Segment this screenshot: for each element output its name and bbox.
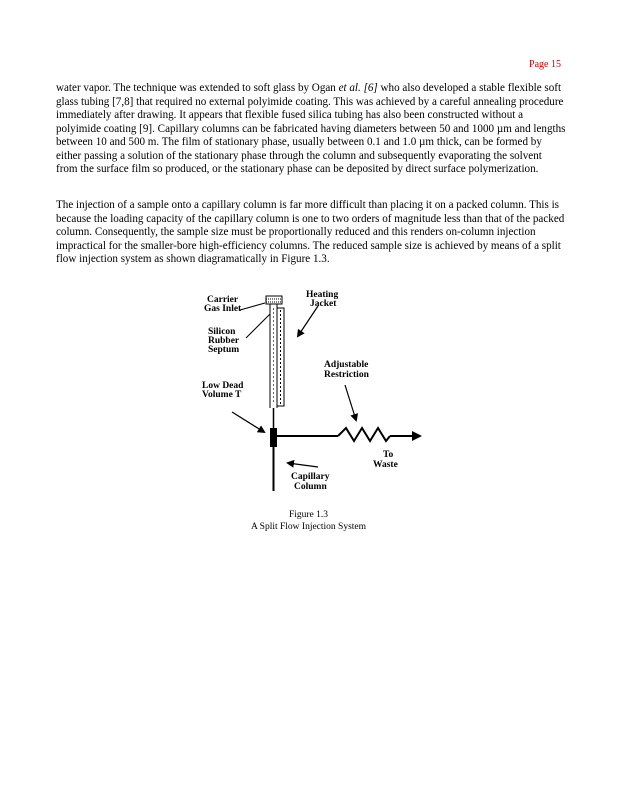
paragraph1-text-b: who also developed a stable flexible soft glass tubing [7,8] that required no external polyimide coating. This was achieved by a careful annealing procedure immediately after drawing. It appears that flexible fused silica tubing has also been constructed without a polyimide coating [9]. Capillary columns can be fabricated having diameters between 50 and 1000 µm and lengths between 10 and 500 m. The film of stationary phase, usually between 0.1 and 1.0 µm thick, can be formed by either passing a solution of the stationary phase through the column and subsequently evaporating the solvent from the surface film so produced, or the stationary phase can be deposited by direct surface polymerization. <box>56 82 566 175</box>
paragraph-sample-injection: The injection of a sample onto a capillary column is far more difficult than placing it on a packed column. This is because the loading capacity of the capillary column is one to two orders of magnitude less than that of the packed column. Consequently, the sample size must be proportionally reduced and this renders on-column injection impractical for the smaller-bore high-efficiency columns. The reduced sample size is achieved by means of a split flow injection system as shown diagramatically in Figure 1.3. <box>56 199 565 265</box>
paragraph-capillary-fabrication <box>56 82 566 177</box>
label-capillary-column-2: Column <box>294 482 327 492</box>
label-heating-jacket-2: Jacket <box>310 299 337 309</box>
label-adjustable-restriction-2: Restriction <box>324 370 369 380</box>
label-low-dead-volume-1: Low Dead <box>202 381 244 391</box>
figure-label: Figure 1.3 <box>288 510 329 520</box>
split-flow-line <box>277 428 422 441</box>
label-capillary-column-1: Capillary <box>291 472 330 482</box>
low-dead-volume-t <box>270 428 277 447</box>
label-to-waste-1: To <box>383 450 394 460</box>
label-heating-jacket-1: Heating <box>306 290 339 300</box>
label-low-dead-volume-2: Volume T <box>202 390 242 400</box>
label-silicon-septum-1: Silicon <box>208 327 236 337</box>
label-carrier-gas-inlet-1: Carrier <box>207 295 239 305</box>
label-carrier-gas-inlet-2: Gas Inlet <box>204 304 242 314</box>
paragraph1-citation: et al. [6] <box>338 82 378 94</box>
paragraph1-text-a: water vapor. The technique was extended to soft glass by Ogan <box>56 82 339 94</box>
pointer-lines <box>232 303 356 467</box>
label-to-waste-2: Waste <box>373 460 398 470</box>
page-number: Page 15 <box>529 59 561 70</box>
label-adjustable-restriction-1: Adjustable <box>324 360 369 370</box>
septum-cap <box>266 296 282 304</box>
heating-jacket <box>274 308 285 406</box>
label-silicon-septum-2: Rubber <box>208 336 240 346</box>
split-flow-diagram <box>190 286 430 496</box>
label-silicon-septum-3: Septum <box>208 345 240 355</box>
figure-caption: A Split Flow Injection System <box>250 522 367 532</box>
